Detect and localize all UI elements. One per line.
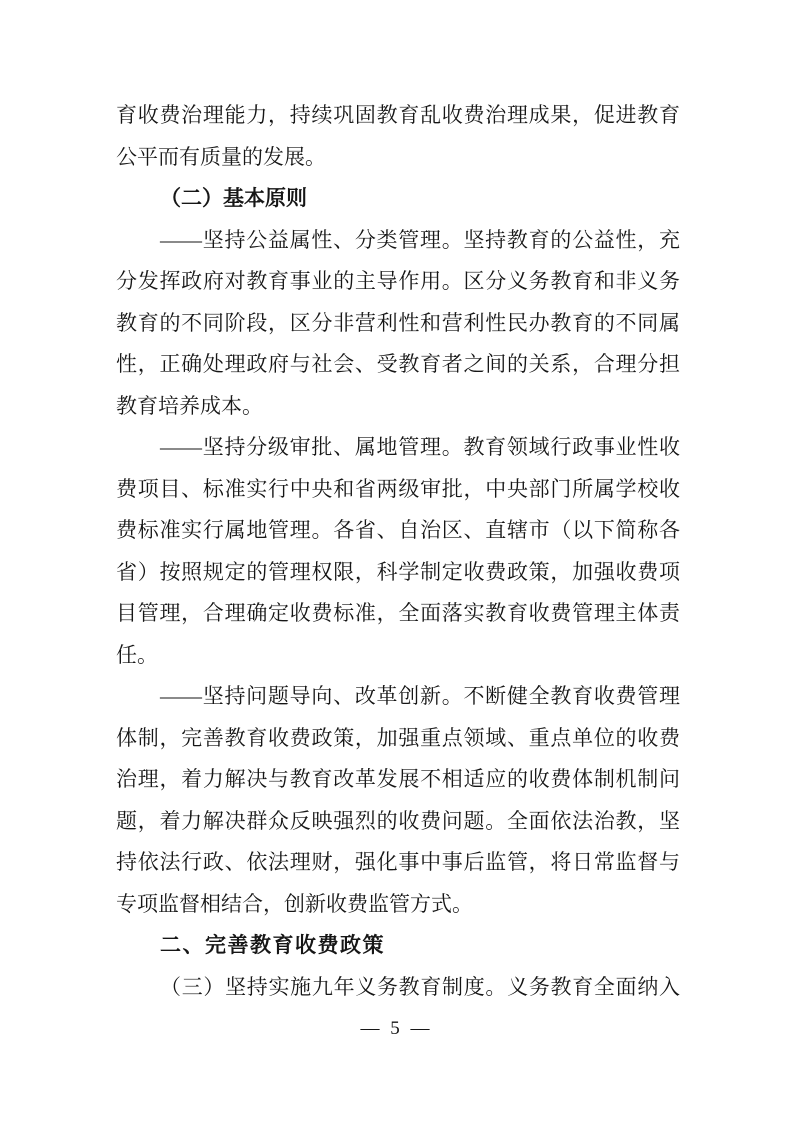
body-line: 题，着力解决群众反映强烈的收费问题。全面依法治教，坚 — [116, 808, 680, 833]
body-line: 费项目、标准实行中央和省两级审批，中央部门所属学校收 — [116, 476, 680, 501]
clause-rest: 义务教育全面纳入 — [507, 974, 681, 999]
body-line: 持依法行政、依法理财，强化事中事后监管，将日常监督与 — [116, 850, 680, 874]
body-line: ——坚持公益属性、分类管理。坚持教育的公益性，充 — [160, 227, 680, 252]
body-line: 省）按照规定的管理权限，科学制定收费政策，加强收费项 — [116, 559, 680, 584]
body-line: 费标准实行属地管理。各省、自治区、直辖市（以下简称各 — [116, 518, 680, 542]
body-line: 公平而有质量的发展。 — [116, 144, 326, 169]
body-line: 目管理，合理确定收费标准，全面落实教育收费管理主体责 — [116, 601, 680, 625]
body-line: ——坚持分级审批、属地管理。教育领域行政事业性收 — [160, 435, 680, 459]
body-line: 教育的不同阶段，区分非营利性和营利性民办教育的不同属 — [116, 310, 680, 335]
body-line: 体制，完善教育收费政策，加强重点领域、重点单位的收费 — [116, 725, 680, 750]
body-line: 育收费治理能力，持续巩固教育乱收费治理成果，促进教育 — [116, 103, 680, 127]
section-heading: （二）基本原则 — [160, 186, 307, 210]
body-line: 治理，着力解决与教育改革发展不相适应的收费体制机制问 — [116, 767, 680, 791]
page-number: — 5 — — [360, 1018, 433, 1039]
clause-line — [116, 967, 680, 1009]
body-line: 专项监督相结合，创新收费监管方式。 — [116, 891, 473, 916]
chapter-heading: 二、完善教育收费政策 — [160, 934, 385, 957]
document-body — [116, 95, 680, 1008]
body-line: 任。 — [116, 642, 158, 667]
body-line: 教育培养成本。 — [116, 393, 263, 418]
body-line: 分发挥政府对教育事业的主导作用。区分义务教育和非义务 — [116, 269, 680, 293]
body-line: 性，正确处理政府与社会、受教育者之间的关系，合理分担 — [116, 352, 680, 376]
clause-lead: （三）坚持实施九年义务教育制度。 — [160, 974, 508, 999]
body-line: ——坚持问题导向、改革创新。不断健全教育收费管理 — [160, 684, 680, 708]
